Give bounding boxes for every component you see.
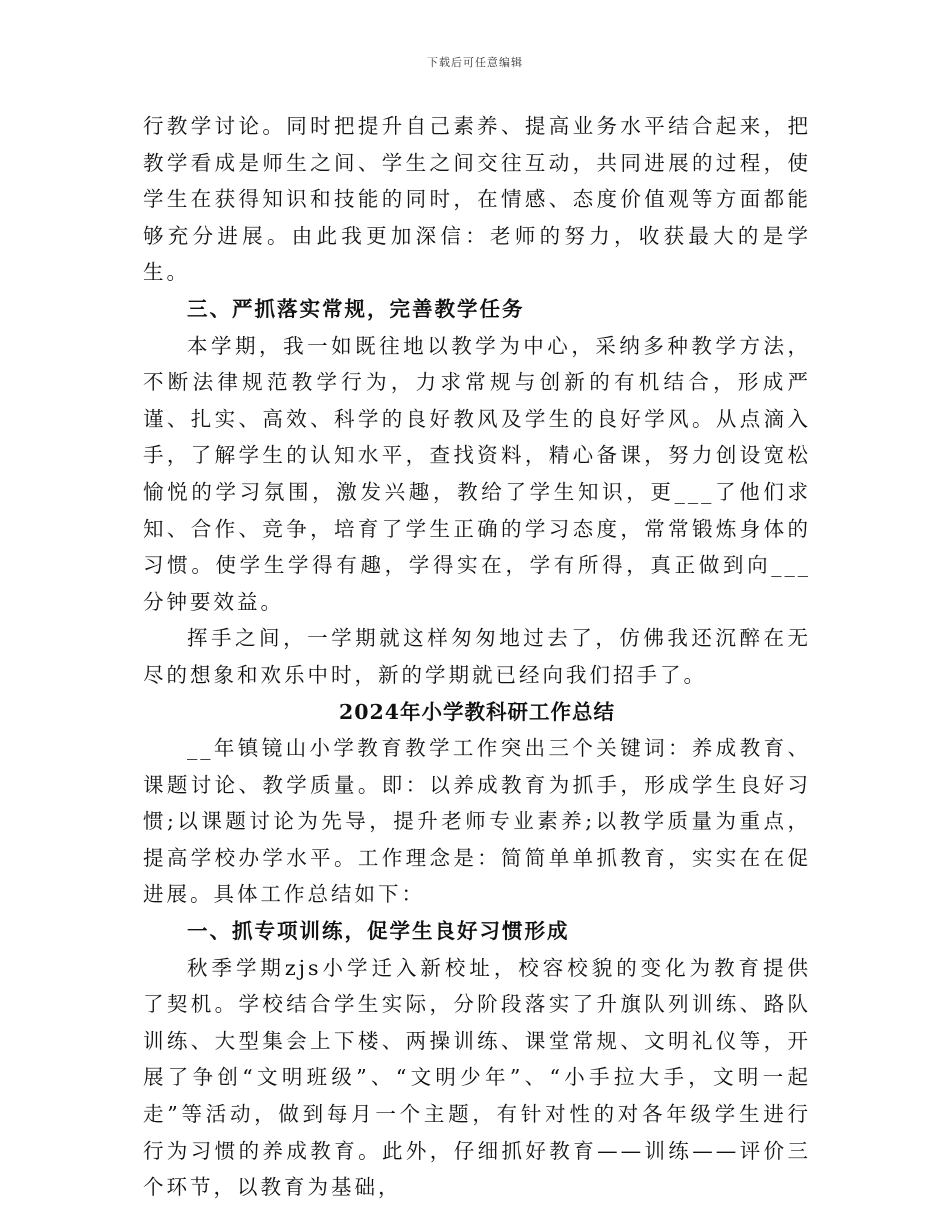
paragraph-closing: 挥手之间，一学期就这样匆匆地过去了，仿佛我还沉醉在无尽的想象和欢乐中时，新的学期就已经向我们招手了。 [143, 626, 811, 687]
paragraph-intro: __年镇镜山小学教育教学工作突出三个关键词：养成教育、课题讨论、教学质量。即：以养成教育为抓手，形成学生良好习惯;以课题讨论为先导，提升老师专业素养;以教学质量为重点，提高学校办学水平。工作理念是：简简单单抓教育，实实在在促进展。具体工作总结如下： [143, 736, 811, 907]
page-header: 下载后可任意编辑 [427, 56, 523, 69]
section-heading-1: 一、抓专项训练，促学生良好习惯形成 [187, 919, 570, 944]
paragraph-habit-training: 秋季学期zjs小学迁入新校址，校容校貌的变化为教育提供了契机。学校结合学生实际，分阶段落实了升旗队列训练、路队训练、大型集会上下楼、两操训练、课堂常规、文明礼仪等，开展了争创“文明班级”、“文明少年”、“小手拉大手，文明一起走”等活动，做到每月一个主题，有针对性的对各年级学生进行行为习惯的养成教育。此外，仔细抓好教育——训练——评价三个环节，以教育为基础， [143, 955, 811, 1200]
paragraph-continuation: 行教学讨论。同时把提升自己素养、提高业务水平结合起来，把教学看成是师生之间、学生之间交往互动，共同进展的过程，使学生在获得知识和技能的同时，在情感、态度价值观等方面都能够充分进展。由此我更加深信：老师的努力，收获最大的是学生。 [143, 114, 811, 285]
document-title: 2024年小学教科研工作总结 [338, 699, 616, 724]
document-body [143, 108, 811, 1206]
section-heading-3: 三、严抓落实常规，完善教学任务 [187, 296, 525, 321]
paragraph-teaching-routine: 本学期，我一如既往地以教学为中心，采纳多种教学方法，不断法律规范教学行为，力求常规与创新的有机结合，形成严谨、扎实、高效、科学的良好教风及学生的良好学风。从点滴入手，了解学生的认知水平，查找资料，精心备课，努力创设宽松愉悦的学习氛围，激发兴趣，教给了学生知识，更___了他们求知、合作、竞争，培育了学生正确的学习态度，常常锻炼身体的习惯。使学生学得有趣，学得实在，学有所得，真正做到向___分钟要效益。 [143, 333, 811, 614]
